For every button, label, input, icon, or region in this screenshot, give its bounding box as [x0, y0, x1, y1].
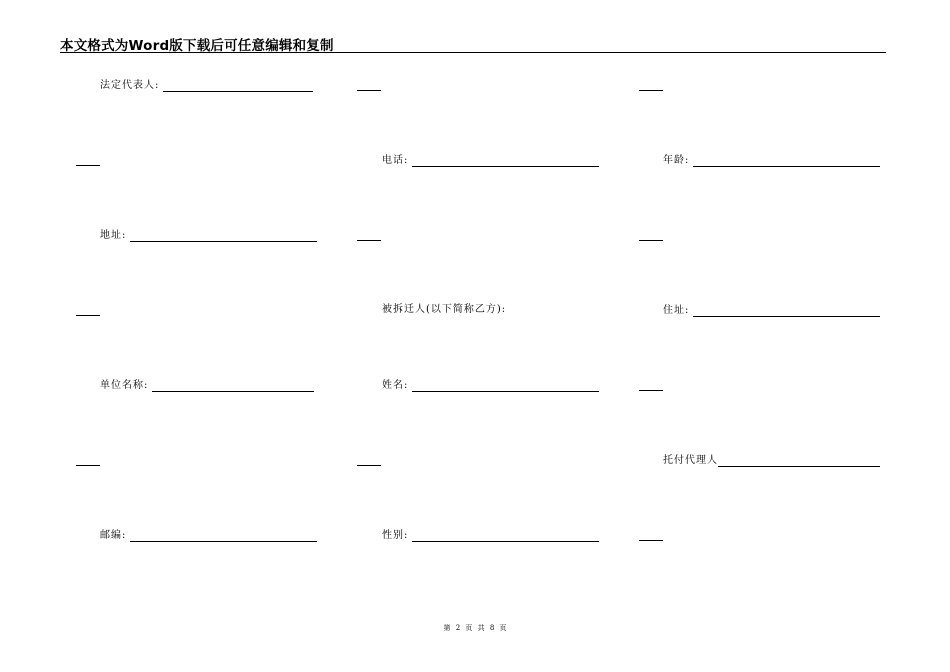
age-blank[interactable] [693, 157, 880, 167]
legal-representative-label: 法定代表人: [100, 80, 160, 91]
blank-stub [357, 90, 381, 91]
unit-name-field [100, 380, 314, 392]
address-field [100, 230, 317, 242]
blank-stub [639, 90, 663, 91]
blank-stub [357, 240, 381, 241]
residence-field [663, 305, 880, 317]
blank-stub [639, 540, 663, 541]
party-b-label: 被拆迁人(以下简称乙方): [382, 304, 507, 315]
address-blank[interactable] [130, 232, 317, 242]
blank-stub [76, 165, 100, 166]
header-divider [60, 52, 886, 53]
age-label: 年龄: [663, 155, 690, 166]
agent-blank[interactable] [718, 457, 880, 467]
name-field [382, 380, 599, 392]
unit-name-label: 单位名称: [100, 380, 149, 391]
blank-stub [76, 465, 100, 466]
postcode-field [100, 530, 317, 542]
blank-stub [76, 315, 100, 316]
name-label: 姓名: [382, 380, 409, 391]
blank-stub [639, 390, 663, 391]
blank-stub [639, 240, 663, 241]
page-number: 第 2 页 共 8 页 [443, 624, 507, 632]
agent-label: 托付代理人 [663, 455, 718, 466]
party-b-heading [382, 304, 506, 316]
agent-field [663, 455, 880, 467]
name-blank[interactable] [412, 382, 599, 392]
postcode-label: 邮编: [100, 530, 127, 541]
postcode-blank[interactable] [130, 532, 317, 542]
residence-blank[interactable] [693, 307, 880, 317]
legal-representative-field [100, 80, 313, 92]
phone-blank[interactable] [412, 157, 599, 167]
phone-label: 电话: [382, 155, 409, 166]
gender-blank[interactable] [412, 532, 599, 542]
gender-field [382, 530, 599, 542]
blank-stub [357, 465, 381, 466]
phone-field [382, 155, 599, 167]
age-field [663, 155, 880, 167]
unit-name-blank[interactable] [152, 382, 314, 392]
page-title: 本文格式为Word版下载后可任意编辑和复制 [60, 38, 334, 54]
gender-label: 性别: [382, 530, 409, 541]
legal-representative-blank[interactable] [163, 82, 313, 92]
address-label: 地址: [100, 230, 127, 241]
residence-label: 住址: [663, 305, 690, 316]
